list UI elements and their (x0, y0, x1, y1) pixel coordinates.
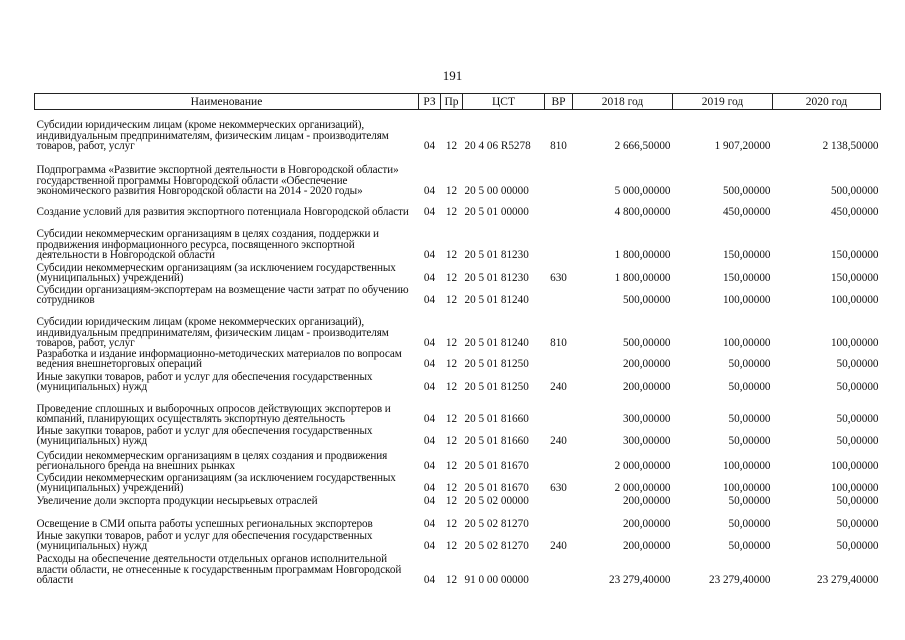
cell-y2018: 300,00000 (622, 413, 671, 426)
cell-name: Иные закупки товаров, работ и услуг для обеспечения государственных (муниципальных) нужд (36, 370, 373, 394)
cell-vr (545, 507, 573, 530)
cell-vr: 810 (550, 337, 567, 350)
header-vr: ВР (545, 94, 573, 110)
cell-pr: 12 (445, 482, 458, 495)
cell-cst: 20 5 01 81230 (464, 249, 529, 262)
cell-rz: 04 (423, 518, 436, 531)
cell-rz: 04 (423, 435, 436, 448)
cell-y2019: 23 279,40000 (708, 574, 771, 587)
cell-y2020: 50,00000 (836, 358, 879, 371)
cell-vr (545, 447, 573, 472)
header-2019: 2019 год (673, 94, 773, 110)
cell-y2020: 23 279,40000 (816, 574, 879, 587)
cell-cst: 20 5 01 81250 (464, 381, 529, 394)
cell-cst: 20 5 01 81250 (464, 358, 529, 371)
cell-y2019: 100,00000 (722, 482, 771, 495)
cell-name: Субсидии юридическим лицам (кроме некоммерческих организаций), индивидуальным предпринимателям, физическим лицам - производителям товаров, работ, услуг (36, 316, 389, 350)
table-row (35, 197, 881, 218)
cell-y2020: 50,00000 (836, 435, 879, 448)
cell-vr (545, 349, 573, 370)
cell-vr (545, 152, 573, 197)
cell-y2018: 200,00000 (622, 540, 671, 553)
cell-rz: 04 (423, 495, 436, 508)
cell-y2020: 100,00000 (830, 460, 879, 473)
cell-cst: 20 5 01 00000 (464, 206, 529, 219)
cell-vr: 240 (550, 435, 567, 448)
cell-rz: 04 (423, 249, 436, 262)
cell-rz: 04 (423, 574, 436, 587)
cell-y2020: 150,00000 (830, 249, 879, 262)
cell-name: Проведение сплошных и выборочных опросов действующих экспортеров и компаний, планирующих осуществлять экспортную деятельность (36, 402, 391, 426)
cell-vr (545, 284, 573, 306)
cell-y2018: 200,00000 (622, 495, 671, 508)
table-row (35, 261, 881, 284)
cell-vr (545, 197, 573, 218)
table-body (35, 110, 881, 586)
cell-cst: 20 5 01 81240 (464, 294, 529, 307)
cell-cst: 20 5 01 81660 (464, 435, 529, 448)
cell-cst: 20 5 01 81240 (464, 337, 529, 350)
table-row (35, 393, 881, 425)
cell-vr: 630 (550, 272, 567, 285)
table-row (35, 284, 881, 306)
cell-cst: 20 5 02 81270 (464, 518, 529, 531)
budget-table (34, 93, 881, 586)
cell-pr: 12 (445, 540, 458, 553)
cell-y2018: 1 800,00000 (614, 249, 671, 262)
cell-y2018: 5 000,00000 (614, 185, 671, 198)
cell-y2019: 50,00000 (728, 358, 771, 371)
cell-name: Субсидии юридическим лицам (кроме некоммерческих организаций), индивидуальным предпринимателям, физическим лицам - производителям товаров, работ, услуг (36, 119, 389, 153)
cell-rz: 04 (423, 381, 436, 394)
cell-pr: 12 (445, 495, 458, 508)
header-2020: 2020 год (773, 94, 881, 110)
cell-rz: 04 (423, 294, 436, 307)
table-row (35, 370, 881, 393)
cell-name: Субсидии некоммерческим организациям (за исключением государственных (муниципальных) учреждений) (36, 261, 396, 285)
cell-pr: 12 (445, 435, 458, 448)
cell-pr: 12 (445, 460, 458, 473)
cell-rz: 04 (423, 482, 436, 495)
cell-y2018: 200,00000 (622, 358, 671, 371)
cell-y2018: 2 000,00000 (614, 460, 671, 473)
table-row (35, 218, 881, 261)
cell-pr: 12 (445, 206, 458, 219)
cell-y2020: 500,00000 (830, 185, 879, 198)
cell-name: Субсидии некоммерческим организациям в целях создания и продвижения регионального бренда на внешних рынках (36, 449, 388, 473)
cell-cst: 20 5 01 81670 (464, 460, 529, 473)
cell-cst: 91 0 00 00000 (464, 574, 529, 587)
cell-pr: 12 (445, 574, 458, 587)
cell-cst: 20 5 02 81270 (464, 540, 529, 553)
cell-y2020: 450,00000 (830, 206, 879, 219)
cell-name: Субсидии некоммерческим организациям (за исключением государственных (муниципальных) учреждений) (36, 471, 396, 495)
cell-rz: 04 (423, 540, 436, 553)
cell-y2018: 200,00000 (622, 518, 671, 531)
cell-y2018: 500,00000 (622, 337, 671, 350)
cell-name: Субсидии некоммерческим организациям в целях создания, поддержки и продвижения информационного ресурса, посвященного экспортной деятельности в Новгородской области (36, 228, 379, 262)
cell-y2020: 50,00000 (836, 381, 879, 394)
header-2018: 2018 год (573, 94, 673, 110)
cell-cst: 20 5 02 00000 (464, 495, 529, 508)
header-cst: ЦСТ (463, 94, 545, 110)
cell-vr: 810 (550, 140, 567, 153)
cell-y2019: 50,00000 (728, 518, 771, 531)
cell-rz: 04 (423, 140, 436, 153)
cell-vr: 630 (550, 482, 567, 495)
cell-cst: 20 5 01 81660 (464, 413, 529, 426)
cell-y2019: 100,00000 (722, 337, 771, 350)
table-row (35, 507, 881, 530)
cell-pr: 12 (445, 140, 458, 153)
table-row (35, 530, 881, 552)
cell-cst: 20 5 01 81230 (464, 272, 529, 285)
cell-y2020: 50,00000 (836, 413, 879, 426)
cell-y2018: 300,00000 (622, 435, 671, 448)
cell-y2018: 4 800,00000 (614, 206, 671, 219)
cell-name: Освещение в СМИ опыта работы успешных региональных экспортеров (36, 518, 373, 531)
cell-y2018: 2 000,00000 (614, 482, 671, 495)
cell-pr: 12 (445, 294, 458, 307)
cell-y2020: 100,00000 (830, 337, 879, 350)
cell-y2019: 450,00000 (722, 206, 771, 219)
table-row (35, 349, 881, 370)
cell-vr: 240 (550, 540, 567, 553)
cell-pr: 12 (445, 381, 458, 394)
cell-y2019: 100,00000 (722, 294, 771, 307)
cell-name: Субсидии организациям-экспортерам на возмещение части затрат по обучению сотрудников (36, 283, 409, 307)
cell-y2019: 50,00000 (728, 435, 771, 448)
cell-y2020: 100,00000 (830, 294, 879, 307)
cell-y2020: 100,00000 (830, 482, 879, 495)
cell-pr: 12 (445, 272, 458, 285)
table-row (35, 494, 881, 507)
cell-cst: 20 5 00 00000 (464, 185, 529, 198)
cell-rz: 04 (423, 206, 436, 219)
cell-pr: 12 (445, 413, 458, 426)
cell-pr: 12 (445, 358, 458, 371)
page-number: 191 (442, 68, 463, 83)
cell-rz: 04 (423, 413, 436, 426)
cell-vr (545, 218, 573, 261)
cell-vr (545, 393, 573, 425)
table-row (35, 110, 881, 152)
cell-rz: 04 (423, 185, 436, 198)
cell-pr: 12 (445, 337, 458, 350)
cell-vr: 240 (550, 381, 567, 394)
cell-name: Иные закупки товаров, работ и услуг для обеспечения государственных (муниципальных) нужд (36, 529, 373, 553)
cell-y2019: 50,00000 (728, 540, 771, 553)
table-header-row (35, 94, 881, 110)
cell-name: Увеличение доли экспорта продукции несырьевых отраслей (36, 495, 318, 508)
table-row (35, 552, 881, 586)
cell-y2020: 2 138,50000 (822, 140, 879, 153)
cell-vr (545, 494, 573, 507)
cell-y2018: 23 279,40000 (608, 574, 671, 587)
cell-y2020: 50,00000 (836, 518, 879, 531)
header-pr: Пр (441, 94, 463, 110)
cell-y2019: 100,00000 (722, 460, 771, 473)
cell-y2018: 2 666,50000 (614, 140, 671, 153)
cell-rz: 04 (423, 272, 436, 285)
cell-cst: 20 5 01 81670 (464, 482, 529, 495)
table-row (35, 306, 881, 349)
cell-y2019: 150,00000 (722, 272, 771, 285)
cell-y2019: 50,00000 (728, 495, 771, 508)
cell-name: Разработка и издание информационно-методических материалов по вопросам ведения внешнеторговых операций (36, 347, 402, 371)
cell-pr: 12 (445, 518, 458, 531)
table-row (35, 152, 881, 197)
cell-rz: 04 (423, 460, 436, 473)
cell-pr: 12 (445, 249, 458, 262)
cell-rz: 04 (423, 337, 436, 350)
header-name: Наименование (35, 94, 419, 110)
cell-y2019: 50,00000 (728, 381, 771, 394)
cell-pr: 12 (445, 185, 458, 198)
cell-y2019: 150,00000 (722, 249, 771, 262)
cell-y2020: 50,00000 (836, 540, 879, 553)
cell-rz: 04 (423, 358, 436, 371)
cell-y2018: 200,00000 (622, 381, 671, 394)
cell-name: Расходы на обеспечение деятельности отдельных органов исполнительной власти области, не отнесенные к государственным программам Новгородской области (36, 553, 402, 587)
header-rz: РЗ (419, 94, 441, 110)
table-row (35, 472, 881, 494)
cell-y2018: 1 800,00000 (614, 272, 671, 285)
cell-y2020: 50,00000 (836, 495, 879, 508)
cell-y2019: 50,00000 (728, 413, 771, 426)
cell-name: Создание условий для развития экспортного потенциала Новгородской области (36, 206, 409, 219)
cell-y2019: 500,00000 (722, 185, 771, 198)
cell-cst: 20 4 06 R5278 (464, 140, 531, 153)
cell-y2019: 1 907,20000 (714, 140, 771, 153)
cell-y2018: 500,00000 (622, 294, 671, 307)
cell-name: Подпрограмма «Развитие экспортной деятельности в Новгородской области» государственной программы Новгородской области «Обеспечение экономического развития Новгородской области на 2014 - 2020 годы» (36, 164, 399, 198)
cell-y2020: 150,00000 (830, 272, 879, 285)
table-row (35, 447, 881, 472)
cell-vr (545, 552, 573, 586)
table-row (35, 425, 881, 447)
cell-name: Иные закупки товаров, работ и услуг для обеспечения государственных (муниципальных) нужд (36, 424, 373, 448)
